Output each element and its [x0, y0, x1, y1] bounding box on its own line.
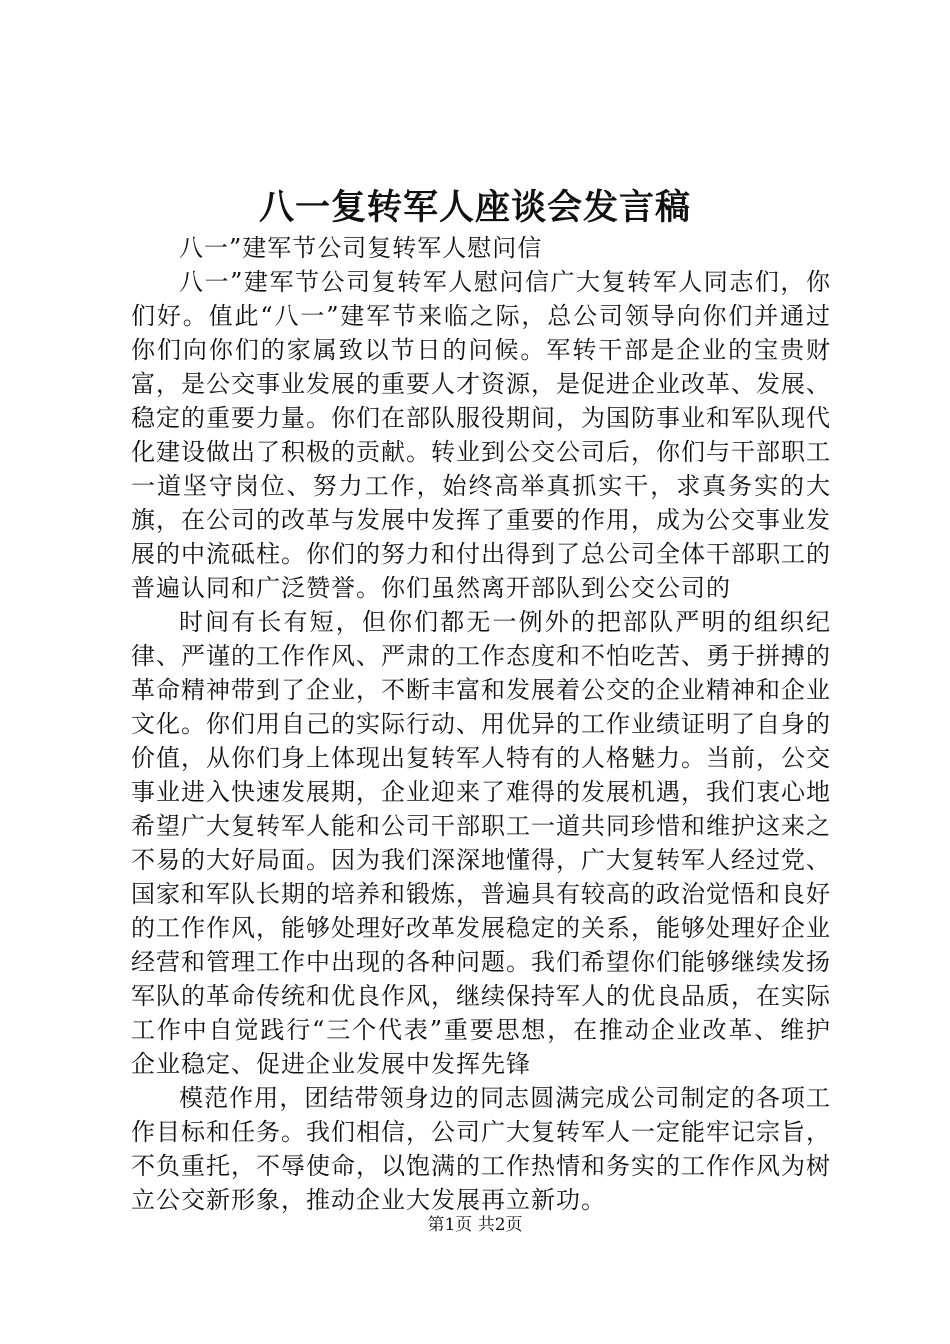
paragraph-heading-line: 八一”建军节公司复转军人慰问信: [179, 234, 543, 262]
paragraph-2: 时间有长有短，但你们都无一例外的把部队严明的组织纪律、严谨的工作作风、严肃的工作态度和不怕吃苦、勇于拼搏的革命精神带到了企业，不断丰富和发展着公交的企业精神和企业文化。你们用自己的实际行动、用优异的工作业绩证明了自身的价值，从你们身上体现出复转军人特有的人格魅力。当前，公交事业进入快速发展期，企业迎来了难得的发展机遇，我们衷心地希望广大复转军人能和公司干部职工一道共同珍惜和维护这来之不易的大好局面。因为我们深深地懂得，广大复转军人经过党、国家和军队长期的培养和锻炼，普遍具有较高的政治觉悟和良好的工作作风，能够处理好改革发展稳定的关系，能够处理好企业经营和管理工作中出现的各种问题。我们希望你们能够继续发扬军队的革命传统和优良作风，继续保持军人的优良品质，在实际工作中自觉践行“三个代表”重要思想，在推动企业改革、维护企业稳定、促进企业发展中发挥先锋: [131, 608, 831, 1078]
paragraph-1: 八一”建军节公司复转军人慰问信广大复转军人同志们，你们好。值此“八一”建军节来临之际，总公司领导向你们并通过你们向你们的家属致以节日的问候。军转干部是企业的宝贵财富，是公交事业发展的重要人才资源，是促进企业改革、发展、稳定的重要力量。你们在部队服役期间，为国防事业和军队现代化建设做出了积极的贡献。转业到公交公司后，你们与干部职工一道坚守岗位、努力工作，始终高举真抓实干，求真务实的大旗，在公司的改革与发展中发挥了重要的作用，成为公交事业发展的中流砥柱。你们的努力和付出得到了总公司全体干部职工的普遍认同和广泛赞誉。你们虽然离开部队到公交公司的: [131, 268, 831, 602]
paragraph-3: 模范作用，团结带领身边的同志圆满完成公司制定的各项工作目标和任务。我们相信，公司广大复转军人一定能牢记宗旨，不负重托，不辱使命，以饱满的工作热情和务实的工作作风为树立公交新形象，推动企业大发展再立新功。: [131, 1084, 831, 1214]
document-title: 八一复转军人座谈会发言稿: [258, 187, 691, 228]
page-number-footer: 第1页 共2页: [427, 1215, 523, 1235]
document-body: [131, 231, 831, 1217]
